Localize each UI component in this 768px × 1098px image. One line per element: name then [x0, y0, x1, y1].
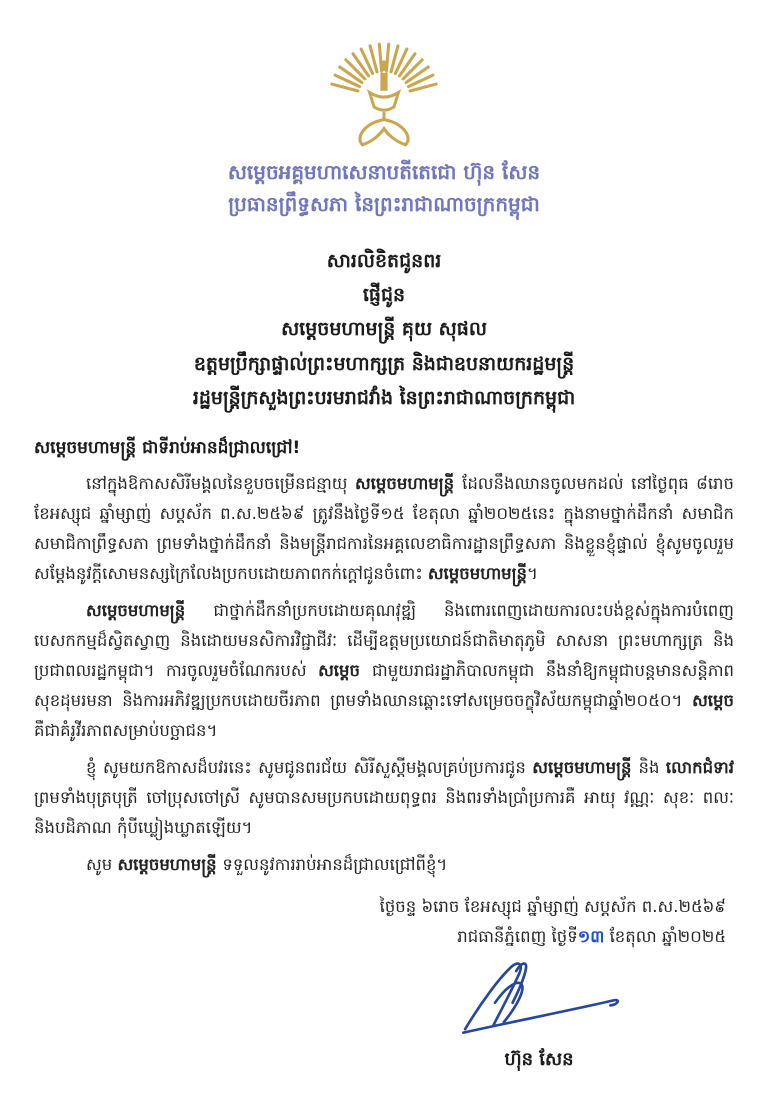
- text-segment: សម្តេចមហាមន្ត្រី: [354, 473, 463, 493]
- paragraph: [34, 850, 734, 880]
- royal-emblem-icon: [321, 26, 447, 152]
- sender-position: ប្រធានព្រឹទ្ធសភា នៃព្រះរាជាណាចក្រកម្ពុជា: [228, 192, 540, 216]
- letter-body: [34, 469, 734, 880]
- text-segment: សម្តេច: [318, 661, 372, 681]
- recipient-title-2: រដ្ឋមន្ត្រីក្រសួងព្រះបរមរាជវាំង នៃព្រះរាជាណាចក្រកម្ពុជា: [192, 386, 576, 409]
- sender-header: [34, 156, 734, 220]
- signatory-name: ហ៊ុន សែន: [504, 1048, 574, 1070]
- text-segment: ព្រមទាំងបុត្របុត្រី ចៅប្រុសចៅស្រី សូមបានសមប្រកបដោយពុទ្ធពរ និងពរទាំងប្រាំប្រការគឺ អាយុ វណ្ណៈ សុខៈ ពលៈ និងបដិភាណ កុំបីឃ្លៀងឃ្លាតឡើយ។: [34, 788, 734, 838]
- text-segment: និង: [638, 758, 666, 778]
- text-segment: លោកជំទាវ: [665, 758, 735, 778]
- text-segment: គឺជាគំរូវីរភាពសម្រាប់បច្ឆាជន។: [34, 721, 218, 741]
- text-segment: ទទួលនូវការរាប់អានដ៏ជ្រាលជ្រៅពីខ្ញុំ។: [222, 855, 448, 875]
- sender-title: សម្តេចអគ្គមហាសេនាបតីតេជោ ហ៊ុន សែន: [227, 160, 541, 184]
- emblem-container: [34, 26, 734, 152]
- dateline: [34, 892, 734, 951]
- dateline-gregorian-prefix: រាជធានីភ្នំពេញ ថ្ងៃទី: [457, 926, 578, 946]
- text-segment: ដែលនឹងឈានចូលមកដល់ នៅថ្ងៃពុធ ៨រោច ខែអស្សុជ ឆ្នាំម្សាញ់ សប្តស័ក ព.ស.២៥៦៩ ត្រូវនឹងថ្ងៃទី១៥ ខែតុលា ឆ្នាំ២០២៥នេះ ក្នុងនាមថ្នាក់ដឹកនាំ សមាជិក សមាជិកាព្រឹទ្ធសភា ព្រមទាំងថ្នាក់ដឹកនាំ និងមន្ត្រីរាជការនៃអគ្គលេខាធិការដ្ឋានព្រឹទ្ធសភា និងខ្លួនខ្ញុំផ្ទាល់ ខ្ញុំសូមចូលរួមសម្តែងនូវក្តីសោមនស្សក្រៃលែងប្រកបដោយភាពកក់ក្តៅជូនចំពោះ: [34, 473, 734, 583]
- dateline-gregorian: [34, 922, 726, 951]
- recipient-name: សម្តេចមហាមន្ត្រី គុយ សុផល: [281, 318, 487, 341]
- recipient-title-1: ឧត្តមប្រឹក្សាផ្ទាល់ព្រះមហាក្សត្រ និងជាឧបនាយករដ្ឋមន្ត្រី: [193, 352, 575, 375]
- text-segment: សម្តេច: [692, 691, 734, 711]
- text-segment: សូម: [86, 855, 118, 875]
- text-segment: នៅក្នុងឱកាសសិរីមង្គលនៃខួបចម្រើនជន្មាយុ: [86, 473, 355, 493]
- text-segment: សម្តេចមហាមន្ត្រី: [86, 601, 214, 620]
- paragraph: [34, 469, 734, 589]
- title-block: [34, 244, 734, 415]
- dateline-gregorian-suffix: ខែតុលា ឆ្នាំ២០២៥: [604, 926, 726, 946]
- text-segment: ជាថ្នាក់ដឹកនាំប្រកបដោយគុណវុឌ្ឍិ និងពោរពេញដោយការលះបង់ខ្ពស់ក្នុងការបំពេញបេសកកម្មដ៏ស្វិតស្វាញ និងដោយមនសិការវិជ្ជាជីវៈ ដើម្បីឧត្តមប្រយោជន៍ជាតិមាតុភូមិ សាសនា ព្រះមហាក្សត្រ និងប្រជាពលរដ្ឋកម្ពុជា។ ការចូលរួមចំណែករបស់: [34, 601, 734, 681]
- text-segment: សម្តេចមហាមន្ត្រី: [532, 758, 639, 778]
- text-segment: សម្តេចមហាមន្ត្រី: [117, 855, 223, 875]
- paragraph: [34, 753, 734, 843]
- signature-icon: [434, 957, 644, 1045]
- salutation: សម្តេចមហាមន្ត្រី ជាទីរាប់អានដ៏ជ្រាលជ្រៅ!: [34, 437, 301, 458]
- document-title: សារលិខិតជូនពរ: [326, 250, 442, 272]
- paragraph: [34, 596, 734, 746]
- text-segment: ជាមួយរាជរដ្ឋាភិបាលកម្ពុជា នឹងនាំឱ្យកម្ពុជាបន្តមានសន្តិភាព សុខដុមរមនា និងការអភិវឌ្ឍប្រកបដោយចីរភាព ព្រមទាំងឈានឆ្ពោះទៅសម្រេចចក្ខុវិស័យកម្ពុជាឆ្នាំ២០៥០។: [34, 661, 735, 711]
- text-segment: ខ្ញុំ សូមយកឱកាសដ៏បវរនេះ សូមជូនពរជ័យ សិរីសួស្តីមង្គលគ្រប់ប្រការជូន: [86, 758, 533, 778]
- dateline-day-handwritten: ១៣: [577, 926, 605, 946]
- dateline-lunar: ថ្ងៃចន្ទ ៦រោច ខែអស្សុជ ឆ្នាំម្សាញ់ សប្តស័ក ព.ស.២៥៦៩: [379, 897, 726, 917]
- send-to-label: ផ្ញើជូន: [362, 284, 406, 307]
- signature-block: [414, 957, 664, 1074]
- text-segment: ។: [527, 563, 538, 583]
- text-segment: សម្តេចមហាមន្ត្រី: [427, 563, 528, 583]
